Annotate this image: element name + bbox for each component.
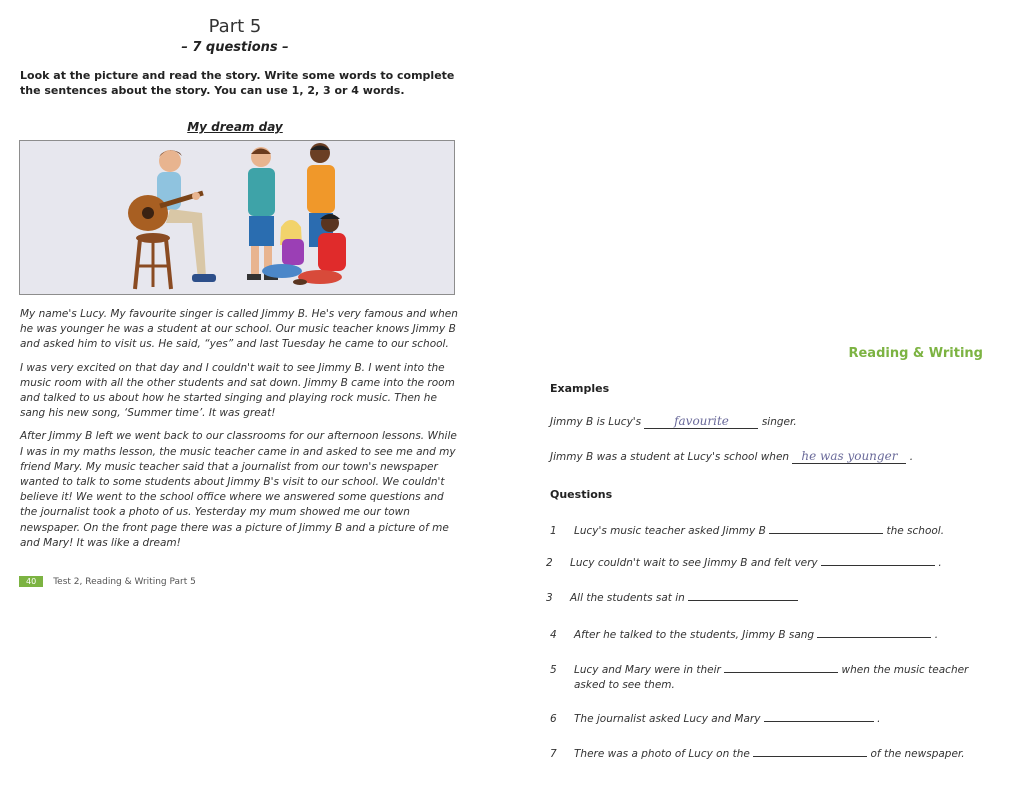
guitarist-figure	[128, 150, 216, 282]
question-item	[550, 710, 880, 727]
question-text-before: The journalist asked Lucy and Mary	[574, 713, 761, 725]
questions-label: Questions	[550, 488, 613, 501]
answer-blank[interactable]	[764, 710, 874, 722]
answer-blank[interactable]	[688, 589, 798, 601]
story-paragraph: I was very excited on that day and I couldn't wait to see Jimmy B. I went into the music room with all the other students and sat down. Jimmy B came into the room and talked to us about how he started singing and playing rock music. Then he sang his new song, ‘Summer time’. It was great!	[20, 361, 455, 420]
stool	[135, 233, 171, 289]
question-text-line2: asked to see them.	[574, 679, 675, 691]
question-text-before: Lucy couldn't wait to see Jimmy B and felt very	[570, 557, 818, 569]
example-text-after: singer.	[761, 416, 797, 428]
example-sentence	[550, 449, 913, 464]
question-number: 4	[550, 629, 557, 641]
question-text-before: There was a photo of Lucy on the	[574, 748, 750, 760]
question-item	[550, 745, 965, 762]
part-title: Part 5	[208, 16, 262, 37]
example-text-before: Jimmy B is Lucy's	[550, 416, 642, 428]
question-item	[550, 522, 944, 539]
question-text-after: .	[938, 557, 942, 569]
examples-label: Examples	[550, 382, 610, 395]
question-number: 1	[550, 525, 557, 537]
question-text-after: .	[877, 713, 881, 725]
question-text-before: After he talked to the students, Jimmy B sang	[574, 629, 815, 641]
question-number: 2	[546, 557, 553, 569]
example-answer: he was younger	[792, 449, 906, 464]
question-text-after: when the music teacher	[841, 664, 969, 676]
part-subtitle: – 7 questions –	[181, 40, 289, 55]
right-page	[530, 0, 1024, 807]
example-answer: favourite	[644, 414, 758, 429]
answer-blank[interactable]	[724, 661, 838, 673]
question-text-before: Lucy and Mary were in their	[574, 664, 721, 676]
answer-blank[interactable]	[753, 745, 867, 757]
instructions: Look at the picture and read the story. Write some words to complete the sentences about the story. You can use 1, 2, 3 or 4 words.	[20, 69, 455, 97]
question-item	[550, 626, 938, 643]
question-number: 6	[550, 713, 557, 725]
story-illustration	[19, 140, 455, 295]
question-number: 3	[546, 592, 553, 604]
story-title: My dream day	[187, 120, 283, 134]
section-heading: Reading & Writing	[848, 346, 983, 361]
example-text-before: Jimmy B was a student at Lucy's school when	[550, 451, 790, 463]
question-text-after: the school.	[886, 525, 945, 537]
question-text-after: .	[934, 629, 939, 641]
question-text-before: Lucy's music teacher asked Jimmy B	[574, 525, 766, 537]
story-text	[20, 307, 460, 559]
footer-text: Test 2, Reading & Writing Part 5	[53, 576, 196, 587]
answer-blank[interactable]	[769, 522, 883, 534]
question-item	[550, 661, 968, 693]
example-text-after: .	[909, 451, 914, 463]
question-text-after: of the newspaper.	[870, 748, 965, 760]
answer-blank[interactable]	[817, 626, 931, 638]
question-item	[546, 554, 942, 571]
story-paragraph: My name's Lucy. My favourite singer is called Jimmy B. He's very famous and when he was younger he was a student at our school. Our music teacher knows Jimmy B and asked him to visit us. He said, “yes” and last Tuesday he came to our school.	[20, 308, 458, 351]
answer-blank[interactable]	[821, 554, 935, 566]
standing-boy-blue	[247, 147, 278, 280]
left-page	[0, 0, 470, 807]
question-text-before: All the students sat in	[570, 592, 685, 604]
example-sentence	[550, 414, 797, 429]
story-paragraph: After Jimmy B left we went back to our classrooms for our afternoon lessons. While I was in my maths lesson, the music teacher came in and asked to see me and my friend Mary. My music teacher said that a journalist from our town's newspaper wanted to talk to some students about Jimmy B's visit to our school. We couldn't believe it! We went to the school office where we answered some questions and the journalist took a photo of us. Yesterday my mum showed me our town newspaper. On the front page there was a picture of Jimmy B and a picture of me and Mary! It was like a dream!	[20, 430, 457, 549]
page-number-badge: 40	[19, 576, 43, 587]
question-number: 7	[550, 748, 557, 760]
question-item	[546, 589, 798, 606]
question-number: 5	[550, 664, 557, 676]
illustration-music-visit	[20, 141, 454, 294]
page-footer	[19, 576, 196, 587]
